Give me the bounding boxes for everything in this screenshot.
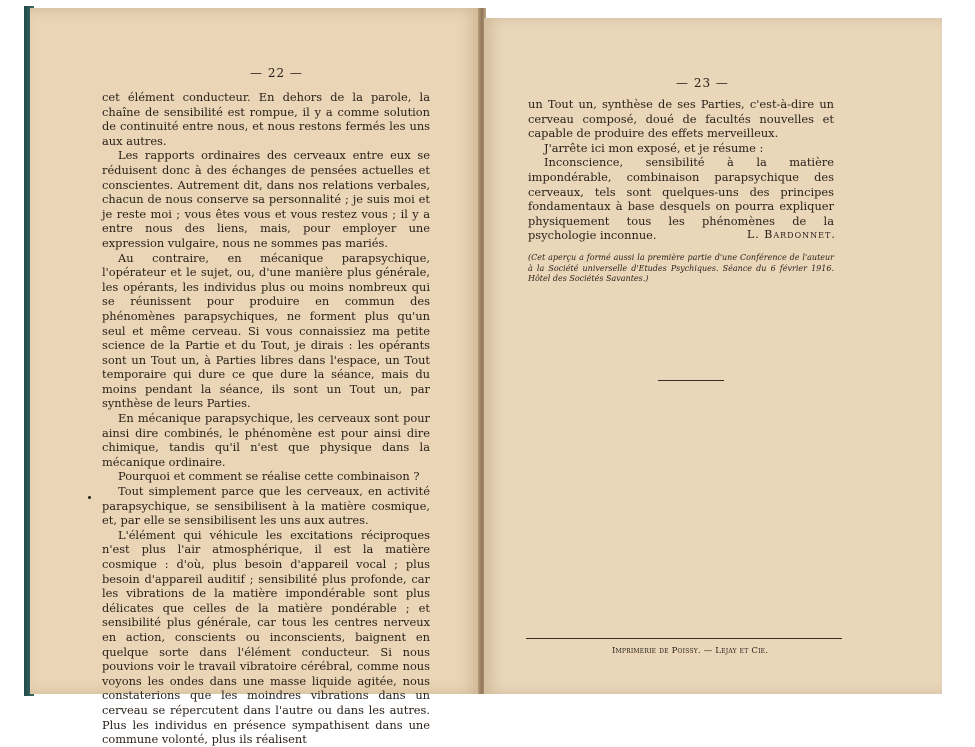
paragraph: un Tout un, synthèse de ses Parties, c'est-à-dire un cerveau composé, doué de facultés nouvelles et capable de produire des effets merveilleux. (528, 97, 834, 141)
paragraph: Au contraire, en mécanique parapsychique, l'opérateur et le sujet, ou, d'une manière plus générale, les opérants, les individus plus ou moins nombreux qui se réunissent pour produire en commun des phénomènes parapsychiques, ne forment plus qu'un seul et même cerveau. Si vous connaissiez ma petite science de la Partie et du Tout, je dirais : les opérants sont un Tout un, à Parties libres dans l'espace, un Tout temporaire qui dure ce que dure la séance, mais du moins pendant la séance, ils sont un Tout un, par synthèse de leurs Parties. (102, 250, 430, 411)
ink-speck (88, 496, 91, 499)
paragraph: J'arrête ici mon exposé, et je résume : (544, 140, 764, 155)
paragraph: Pourquoi et comment se réalise cette combinaison ? (118, 469, 420, 484)
paragraph: En mécanique parapsychique, les cerveaux sont pour ainsi dire combinés, le phénomène est pour ainsi dire chimique, tandis qu'il n'est que physique dans la mécanique ordinaire. (102, 411, 430, 469)
footnote: (Cet aperçu a formé aussi la première partie d'une Conférence de l'auteur à la Société universelle d'Etudes Psychiques. Séance du 6 février 1916. Hôtel des Sociétés Savantes.) (528, 253, 834, 283)
left-page-number: — 22 — (250, 66, 303, 80)
paragraph: L'élément qui véhicule les excitations réciproques n'est plus l'air atmosphérique, il est la matière cosmique : d'où, plus besoin d'appareil vocal ; plus besoin d'appareil auditif ; sensibilité plus profonde, car les vibrations de la matière impondérable sont plus délicates que celles de la matière pondérable ; et sensibilité plus générale, car tous les centres nerveux en action, conscients ou inconscients, baignent en quelque sorte dans l'élément conducteur. Si nous pouvions voir le travail vibratoire cérébral, comme nous voyons les ondes dans une masse liquide agitée, nous constaterions que les moindres vibrations dans un cerveau se répercutent dans l'autre ou dans les autres. Plus les individus en présence sympathisent dans une commune volonté, plus ils réalisent (102, 527, 430, 747)
section-divider (658, 380, 724, 381)
paragraph: Inconscience, sensibilité à la matière impondérable, combinaison parapsychique des cerveaux, tels sont quelques-uns des principes fondamentaux à base desquels on pourra expliquer physiquement tous les phénomènes de la psychologie inconnue. (528, 155, 834, 243)
right-page-text (528, 97, 834, 243)
author-signature: L. Bardonnet. (747, 228, 836, 241)
right-page-number: — 23 — (676, 76, 729, 90)
printer-imprint: Imprimerie de Poissy. — Lejay et Cie. (612, 646, 769, 656)
left-page-text (102, 90, 430, 747)
paragraph: cet élément conducteur. En dehors de la parole, la chaîne de sensibilité est rompue, il y a comme solution de continuité entre nous, et nous restons fermés les uns aux autres. (102, 90, 430, 148)
footer-rule (526, 638, 842, 639)
paragraph: Les rapports ordinaires des cerveaux entre eux se réduisent donc à des échanges de pensées actuelles et conscientes. Autrement dit, dans nos relations verbales, chacun de nous conserve sa personnalité ; je suis moi et je reste moi ; vous êtes vous et vous restez vous ; il y a entre nous des liens, mais, pour employer une expression vulgaire, nous ne sommes pas mariés. (102, 148, 430, 250)
paragraph: Tout simplement parce que les cerveaux, en activité parapsychique, se sensibilisent à la matière cosmique, et, par elle se sensibilisent les uns aux autres. (102, 484, 430, 528)
